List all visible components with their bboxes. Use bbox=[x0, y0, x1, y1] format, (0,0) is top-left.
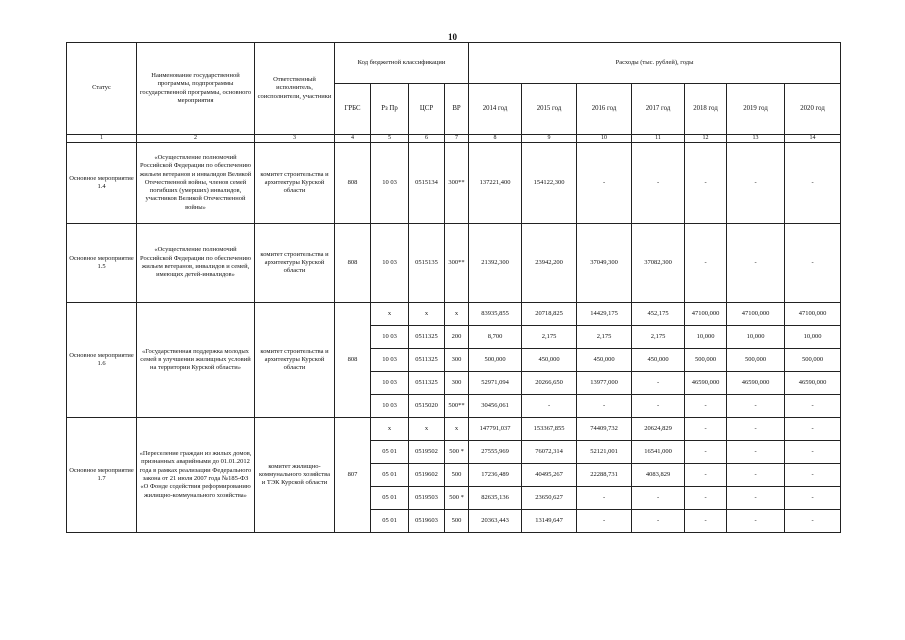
rzpr-cell: 10 03 bbox=[371, 224, 409, 303]
vr-cell: х bbox=[445, 418, 469, 441]
amount-cell: 10,000 bbox=[685, 326, 727, 349]
amount-cell: 46590,000 bbox=[685, 372, 727, 395]
csr-cell: 0515135 bbox=[409, 224, 445, 303]
amount-cell: 16541,000 bbox=[632, 441, 685, 464]
rzpr-cell: 05 01 bbox=[371, 441, 409, 464]
amount-cell: 21392,300 bbox=[469, 224, 522, 303]
program-name-cell: «Осуществление полномочий Российской Федерации по обеспечению жильем ветеранов и инвалидов Великой Отечественной войны, членов семей погибших (умерших) инвалидов, участников Великой Отечественной войны» bbox=[137, 143, 255, 224]
amount-cell: - bbox=[632, 395, 685, 418]
vr-cell: 500** bbox=[445, 395, 469, 418]
amount-cell: - bbox=[785, 464, 841, 487]
amount-cell: 37049,300 bbox=[577, 224, 632, 303]
column-number: 9 bbox=[522, 135, 577, 143]
column-number: 11 bbox=[632, 135, 685, 143]
amount-cell: 2,175 bbox=[522, 326, 577, 349]
amount-cell: - bbox=[727, 143, 785, 224]
amount-cell: - bbox=[727, 510, 785, 533]
csr-cell: 0519502 bbox=[409, 441, 445, 464]
vr-cell: 300** bbox=[445, 143, 469, 224]
rzpr-cell: 05 01 bbox=[371, 464, 409, 487]
column-number: 7 bbox=[445, 135, 469, 143]
amount-cell: - bbox=[632, 487, 685, 510]
page-number: 10 bbox=[448, 32, 457, 42]
table-row bbox=[67, 418, 841, 441]
amount-cell: - bbox=[785, 143, 841, 224]
column-number: 3 bbox=[255, 135, 335, 143]
amount-cell: 27555,969 bbox=[469, 441, 522, 464]
amount-cell: 4083,829 bbox=[632, 464, 685, 487]
rzpr-cell: 10 03 bbox=[371, 326, 409, 349]
amount-cell: - bbox=[522, 395, 577, 418]
program-name-cell: «Переселение граждан из жилых домов, признанных аварийными до 01.01.2012 года в рамках реализации Федерального закона от 21 июля 2007 года №185-ФЗ «О Фонде содействия реформированию жилищно-коммунального хозяйства» bbox=[137, 418, 255, 533]
amount-cell: 20363,443 bbox=[469, 510, 522, 533]
amount-cell: 14429,175 bbox=[577, 303, 632, 326]
vr-cell: 300 bbox=[445, 372, 469, 395]
amount-cell: 20624,829 bbox=[632, 418, 685, 441]
responsible-cell: комитет строительства и архитектуры Курской области bbox=[255, 143, 335, 224]
column-number: 6 bbox=[409, 135, 445, 143]
header-responsible: Ответственный исполнитель, соисполнители, участники bbox=[255, 43, 335, 135]
responsible-cell: комитет жилищно-коммунального хозяйства и ТЭК Курской области bbox=[255, 418, 335, 533]
header-grbs: ГРБС bbox=[335, 84, 371, 135]
header-vr: ВР bbox=[445, 84, 469, 135]
column-number: 12 bbox=[685, 135, 727, 143]
table-row bbox=[67, 224, 841, 303]
grbs-cell: 808 bbox=[335, 303, 371, 418]
header-year: 2020 год bbox=[785, 84, 841, 135]
vr-cell: 300 bbox=[445, 349, 469, 372]
amount-cell: - bbox=[785, 510, 841, 533]
vr-cell: 500 bbox=[445, 510, 469, 533]
csr-cell: 0515134 bbox=[409, 143, 445, 224]
responsible-cell: комитет строительства и архитектуры Курской области bbox=[255, 224, 335, 303]
rzpr-cell: 10 03 bbox=[371, 349, 409, 372]
csr-cell: 0511325 bbox=[409, 326, 445, 349]
csr-cell: х bbox=[409, 418, 445, 441]
csr-cell: 0511325 bbox=[409, 349, 445, 372]
header-expenses: Расходы (тыс. рублей), годы bbox=[469, 43, 841, 84]
amount-cell: 13149,647 bbox=[522, 510, 577, 533]
column-number-row bbox=[67, 135, 841, 143]
column-number: 8 bbox=[469, 135, 522, 143]
amount-cell: 154122,300 bbox=[522, 143, 577, 224]
csr-cell: х bbox=[409, 303, 445, 326]
csr-cell: 0519602 bbox=[409, 464, 445, 487]
header-year: 2016 год bbox=[577, 84, 632, 135]
header-csr: ЦСР bbox=[409, 84, 445, 135]
amount-cell: - bbox=[685, 418, 727, 441]
header-rzpr: Рз Пр bbox=[371, 84, 409, 135]
amount-cell: 37082,300 bbox=[632, 224, 685, 303]
amount-cell: 47100,000 bbox=[785, 303, 841, 326]
amount-cell: - bbox=[685, 224, 727, 303]
amount-cell: - bbox=[577, 395, 632, 418]
amount-cell: 83935,855 bbox=[469, 303, 522, 326]
amount-cell: - bbox=[632, 143, 685, 224]
column-number: 14 bbox=[785, 135, 841, 143]
amount-cell: 22288,731 bbox=[577, 464, 632, 487]
column-number: 4 bbox=[335, 135, 371, 143]
grbs-cell: 808 bbox=[335, 224, 371, 303]
amount-cell: - bbox=[727, 464, 785, 487]
responsible-cell: комитет строительства и архитектуры Курской области bbox=[255, 303, 335, 418]
header-year: 2014 год bbox=[469, 84, 522, 135]
rzpr-cell: 10 03 bbox=[371, 143, 409, 224]
header-year: 2017 год bbox=[632, 84, 685, 135]
column-number: 2 bbox=[137, 135, 255, 143]
amount-cell: 2,175 bbox=[632, 326, 685, 349]
amount-cell: 17236,489 bbox=[469, 464, 522, 487]
amount-cell: 76072,314 bbox=[522, 441, 577, 464]
amount-cell: - bbox=[577, 510, 632, 533]
amount-cell: - bbox=[785, 441, 841, 464]
column-number: 5 bbox=[371, 135, 409, 143]
table-row bbox=[67, 143, 841, 224]
rzpr-cell: 05 01 bbox=[371, 510, 409, 533]
amount-cell: - bbox=[727, 418, 785, 441]
amount-cell: 8,700 bbox=[469, 326, 522, 349]
vr-cell: 500 * bbox=[445, 441, 469, 464]
vr-cell: 500 * bbox=[445, 487, 469, 510]
column-number: 13 bbox=[727, 135, 785, 143]
amount-cell: 450,000 bbox=[577, 349, 632, 372]
amount-cell: - bbox=[727, 395, 785, 418]
amount-cell: - bbox=[577, 487, 632, 510]
header-row bbox=[67, 43, 841, 84]
table-row bbox=[67, 303, 841, 326]
amount-cell: - bbox=[685, 487, 727, 510]
amount-cell: - bbox=[577, 143, 632, 224]
amount-cell: - bbox=[727, 224, 785, 303]
amount-cell: - bbox=[785, 224, 841, 303]
amount-cell: 40495,267 bbox=[522, 464, 577, 487]
program-name-cell: «Государственная поддержка молодых семей в улучшении жилищных условий на территории Курской области» bbox=[137, 303, 255, 418]
budget-expenses-table bbox=[66, 42, 841, 533]
amount-cell: 46590,000 bbox=[785, 372, 841, 395]
grbs-cell: 807 bbox=[335, 418, 371, 533]
header-status: Статус bbox=[67, 43, 137, 135]
amount-cell: 20718,825 bbox=[522, 303, 577, 326]
amount-cell: - bbox=[685, 464, 727, 487]
amount-cell: 450,000 bbox=[522, 349, 577, 372]
amount-cell: 452,175 bbox=[632, 303, 685, 326]
column-number: 10 bbox=[577, 135, 632, 143]
amount-cell: 74409,732 bbox=[577, 418, 632, 441]
amount-cell: - bbox=[685, 395, 727, 418]
column-number: 1 bbox=[67, 135, 137, 143]
status-cell: Основное мероприятие 1.7 bbox=[67, 418, 137, 533]
amount-cell: 82635,136 bbox=[469, 487, 522, 510]
rzpr-cell: 05 01 bbox=[371, 487, 409, 510]
amount-cell: 147791,037 bbox=[469, 418, 522, 441]
amount-cell: 46590,000 bbox=[727, 372, 785, 395]
csr-cell: 0519503 bbox=[409, 487, 445, 510]
amount-cell: 500,000 bbox=[685, 349, 727, 372]
program-name-cell: «Осуществление полномочий Российской Федерации по обеспечению жильем ветеранов, инвалидов и семей, имеющих детей-инвалидов» bbox=[137, 224, 255, 303]
amount-cell: 13977,000 bbox=[577, 372, 632, 395]
status-cell: Основное мероприятие 1.4 bbox=[67, 143, 137, 224]
amount-cell: 137221,400 bbox=[469, 143, 522, 224]
csr-cell: 0515020 bbox=[409, 395, 445, 418]
amount-cell: 10,000 bbox=[785, 326, 841, 349]
header-budget-code: Код бюджетной классификации bbox=[335, 43, 469, 84]
amount-cell: - bbox=[785, 487, 841, 510]
amount-cell: 153367,855 bbox=[522, 418, 577, 441]
amount-cell: - bbox=[685, 510, 727, 533]
amount-cell: 500,000 bbox=[727, 349, 785, 372]
amount-cell: 2,175 bbox=[577, 326, 632, 349]
header-year: 2019 год bbox=[727, 84, 785, 135]
amount-cell: - bbox=[685, 441, 727, 464]
amount-cell: - bbox=[685, 143, 727, 224]
amount-cell: 52971,094 bbox=[469, 372, 522, 395]
amount-cell: 52121,001 bbox=[577, 441, 632, 464]
vr-cell: 500 bbox=[445, 464, 469, 487]
vr-cell: 200 bbox=[445, 326, 469, 349]
amount-cell: - bbox=[785, 418, 841, 441]
csr-cell: 0519603 bbox=[409, 510, 445, 533]
rzpr-cell: х bbox=[371, 418, 409, 441]
amount-cell: 30456,061 bbox=[469, 395, 522, 418]
vr-cell: х bbox=[445, 303, 469, 326]
amount-cell: - bbox=[727, 441, 785, 464]
status-cell: Основное мероприятие 1.5 bbox=[67, 224, 137, 303]
rzpr-cell: 10 03 bbox=[371, 395, 409, 418]
vr-cell: 300** bbox=[445, 224, 469, 303]
header-program-name: Наименование государственной программы, подпрограммы государственной программы, основного мероприятия bbox=[137, 43, 255, 135]
amount-cell: 500,000 bbox=[785, 349, 841, 372]
csr-cell: 0511325 bbox=[409, 372, 445, 395]
amount-cell: 23650,627 bbox=[522, 487, 577, 510]
header-year: 2018 год bbox=[685, 84, 727, 135]
header-year: 2015 год bbox=[522, 84, 577, 135]
grbs-cell: 808 bbox=[335, 143, 371, 224]
rzpr-cell: х bbox=[371, 303, 409, 326]
amount-cell: 500,000 bbox=[469, 349, 522, 372]
status-cell: Основное мероприятие 1.6 bbox=[67, 303, 137, 418]
amount-cell: 10,000 bbox=[727, 326, 785, 349]
amount-cell: - bbox=[632, 372, 685, 395]
amount-cell: 47100,000 bbox=[685, 303, 727, 326]
amount-cell: 23942,200 bbox=[522, 224, 577, 303]
rzpr-cell: 10 03 bbox=[371, 372, 409, 395]
amount-cell: 450,000 bbox=[632, 349, 685, 372]
amount-cell: 47100,000 bbox=[727, 303, 785, 326]
amount-cell: 20266,650 bbox=[522, 372, 577, 395]
amount-cell: - bbox=[632, 510, 685, 533]
amount-cell: - bbox=[785, 395, 841, 418]
amount-cell: - bbox=[727, 487, 785, 510]
